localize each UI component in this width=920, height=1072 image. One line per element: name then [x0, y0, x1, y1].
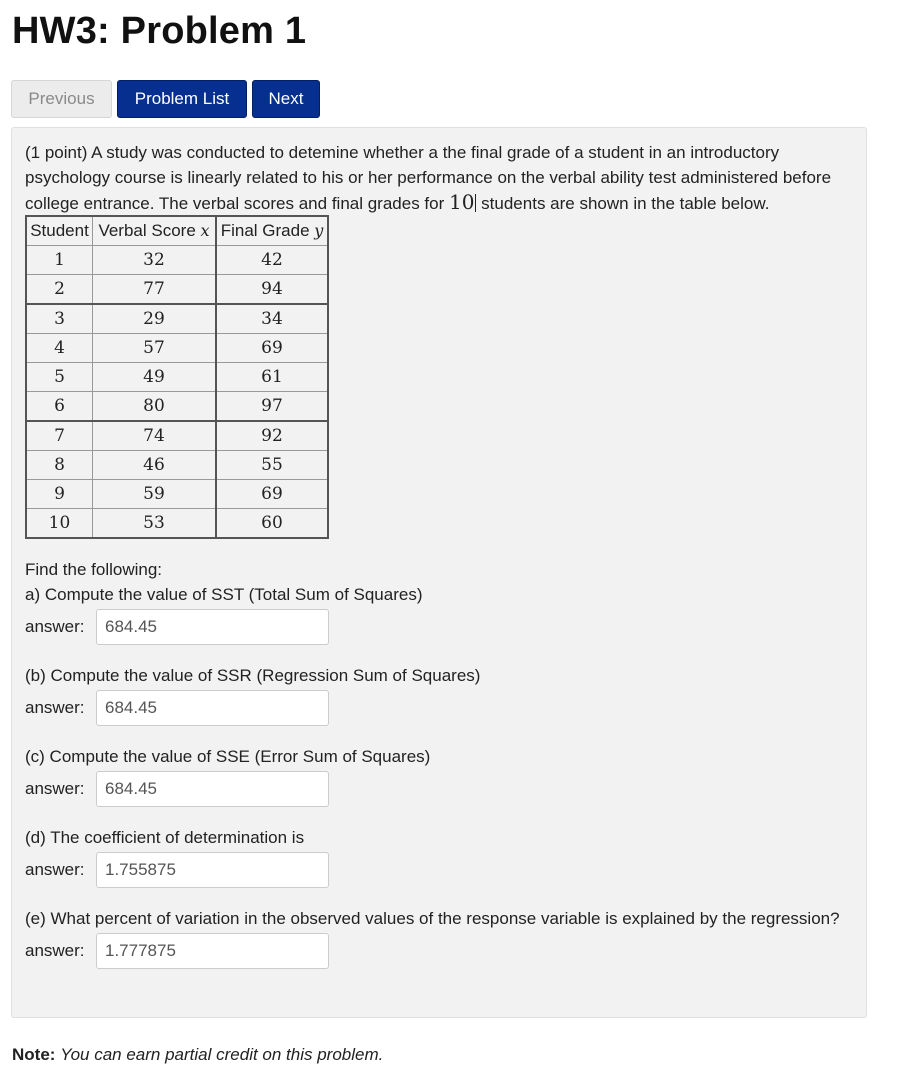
- student-cell: 1: [26, 246, 93, 275]
- question-text: a) Compute the value of SST (Total Sum of Squares): [25, 585, 423, 604]
- answer-row: [25, 851, 855, 888]
- table-row: [26, 246, 328, 275]
- answer-row: [25, 770, 855, 807]
- question-d: [25, 825, 855, 888]
- header-verbal-text: Verbal Score: [98, 221, 201, 240]
- verbal-score-cell: 77: [93, 275, 217, 305]
- verbal-score-cell: 29: [93, 304, 217, 334]
- intro-text-a: (1 point) A study was conducted to detemine whether a the final grade of a student in an introductory psychology course is linearly related to his or her performance on the verbal ability test administered before college entrance. The verbal scores and final grades for: [25, 143, 832, 213]
- table-row: [26, 334, 328, 363]
- problem-list-button[interactable]: Problem List: [117, 80, 247, 118]
- answer-label: answer:: [25, 698, 85, 717]
- answer-label: answer:: [25, 779, 85, 798]
- verbal-score-cell: 46: [93, 451, 217, 480]
- answer-row: [25, 689, 855, 726]
- data-table: [25, 215, 329, 539]
- table-row: [26, 304, 328, 334]
- answer-row: [25, 932, 855, 969]
- table-header-row: [26, 216, 328, 246]
- question-b: [25, 663, 855, 726]
- verbal-score-cell: 53: [93, 509, 217, 539]
- final-grade-cell: 42: [216, 246, 328, 275]
- problem-statement: [25, 140, 860, 216]
- verbal-score-cell: 57: [93, 334, 217, 363]
- verbal-score-cell: 80: [93, 392, 217, 422]
- note-label: Note:: [12, 1045, 56, 1064]
- final-grade-cell: 34: [216, 304, 328, 334]
- page-title: HW3: Problem 1: [12, 10, 307, 52]
- question-a: [25, 582, 855, 645]
- header-final-var: y: [314, 221, 324, 240]
- header-verbal: [93, 216, 217, 246]
- question-text: (c) Compute the value of SSE (Error Sum of Squares): [25, 747, 431, 766]
- final-grade-cell: 69: [216, 334, 328, 363]
- question-text: (d) The coefficient of determination is: [25, 828, 305, 847]
- questions-section: [25, 557, 855, 969]
- header-student: Student: [26, 216, 93, 246]
- next-button[interactable]: Next: [252, 80, 320, 118]
- header-final-text: Final Grade: [220, 221, 315, 240]
- table-row: [26, 480, 328, 509]
- student-cell: 5: [26, 363, 93, 392]
- final-grade-cell: 60: [216, 509, 328, 539]
- header-final: [216, 216, 328, 246]
- question-e: [25, 906, 855, 969]
- answer-input-r-squared[interactable]: [96, 852, 329, 888]
- find-label: Find the following:: [25, 560, 163, 579]
- table-row: [26, 363, 328, 392]
- table-body: [26, 246, 328, 539]
- final-grade-cell: 97: [216, 392, 328, 422]
- table-row: [26, 275, 328, 305]
- header-verbal-var: x: [200, 221, 210, 240]
- answer-label: answer:: [25, 860, 85, 879]
- table-row: [26, 392, 328, 422]
- final-grade-cell: 55: [216, 451, 328, 480]
- final-grade-cell: 69: [216, 480, 328, 509]
- student-cell: 7: [26, 421, 93, 451]
- answer-label: answer:: [25, 617, 85, 636]
- partial-credit-note: [12, 1045, 383, 1065]
- answer-label: answer:: [25, 941, 85, 960]
- answer-input-sst[interactable]: [96, 609, 329, 645]
- final-grade-cell: 94: [216, 275, 328, 305]
- verbal-score-cell: 74: [93, 421, 217, 451]
- student-cell: 2: [26, 275, 93, 305]
- table-row: [26, 421, 328, 451]
- answer-input-ssr[interactable]: [96, 690, 329, 726]
- student-cell: 6: [26, 392, 93, 422]
- answer-input-percent-variation[interactable]: [96, 933, 329, 969]
- problem-panel: [11, 127, 867, 1018]
- final-grade-cell: 61: [216, 363, 328, 392]
- previous-button[interactable]: Previous: [11, 80, 112, 118]
- student-cell: 4: [26, 334, 93, 363]
- student-cell: 3: [26, 304, 93, 334]
- intro-text-b: students are shown in the table below.: [476, 194, 770, 213]
- verbal-score-cell: 32: [93, 246, 217, 275]
- table-row: [26, 509, 328, 539]
- note-text: You can earn partial credit on this problem.: [60, 1045, 384, 1064]
- question-c: [25, 744, 855, 807]
- student-cell: 9: [26, 480, 93, 509]
- table-row: [26, 451, 328, 480]
- question-text: (b) Compute the value of SSR (Regression Sum of Squares): [25, 666, 481, 685]
- question-text: (e) What percent of variation in the observed values of the response variable is explained by the regression?: [25, 909, 840, 928]
- answer-input-sse[interactable]: [96, 771, 329, 807]
- answer-row: [25, 608, 855, 645]
- student-cell: 8: [26, 451, 93, 480]
- verbal-score-cell: 49: [93, 363, 217, 392]
- problem-nav: [11, 80, 320, 118]
- student-cell: 10: [26, 509, 93, 539]
- verbal-score-cell: 59: [93, 480, 217, 509]
- final-grade-cell: 92: [216, 421, 328, 451]
- student-count: 10: [449, 190, 475, 214]
